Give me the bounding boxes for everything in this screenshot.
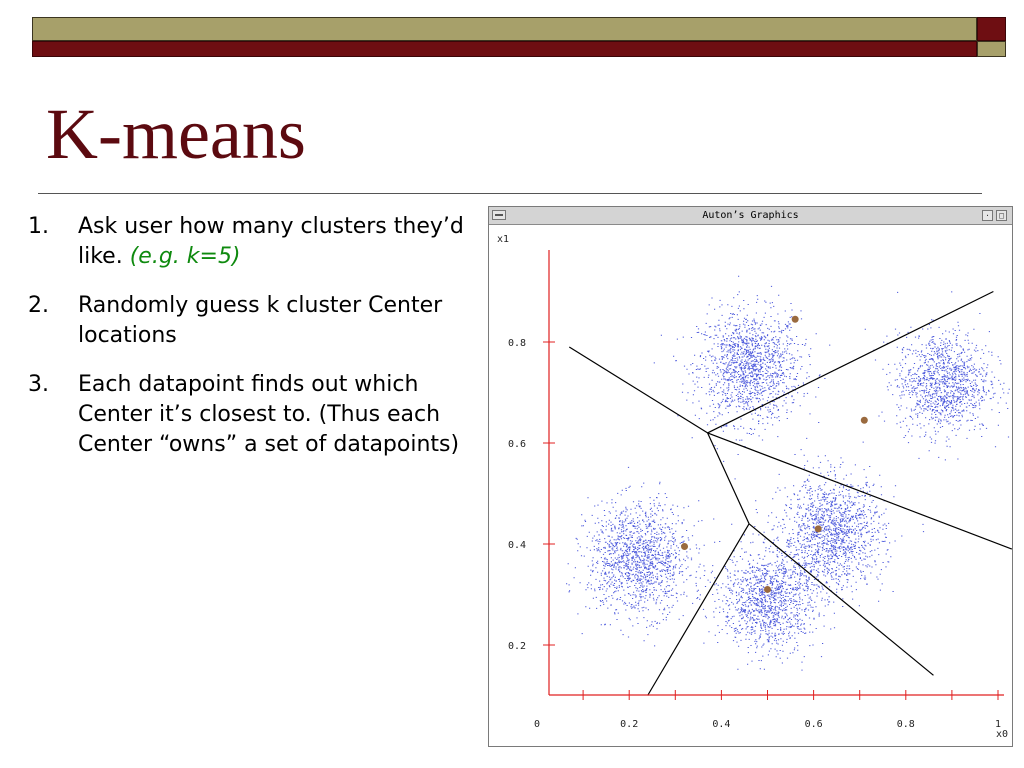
center-point: [861, 417, 868, 424]
step-number: 1.: [28, 214, 49, 239]
center-point: [681, 543, 688, 550]
data-points: [566, 276, 1010, 670]
center-point: [764, 586, 771, 593]
y-tick-label: 0.4: [507, 540, 527, 551]
x-tick-label: 0.4: [712, 719, 731, 730]
step-list: [28, 212, 468, 479]
step-text: Randomly guess k cluster Center locations: [78, 293, 443, 348]
x-axis-label: x0: [996, 729, 1009, 740]
x-tick-label: 1: [994, 719, 1002, 730]
x-tick-label: 0.8: [896, 719, 915, 730]
top-decoration-bar: [32, 17, 1006, 57]
y-tick-label: 0.6: [507, 439, 527, 450]
boundary-line: [569, 347, 707, 433]
title-divider: [38, 193, 982, 194]
step-text: Ask user how many clusters they’d like.: [78, 214, 464, 269]
step-item-2: [28, 291, 468, 351]
step-item-3: [28, 370, 468, 460]
top-corner-square-olive: [977, 41, 1006, 57]
step-example: (e.g. k=5): [129, 244, 241, 269]
y-axis-label: x1: [497, 234, 510, 245]
window-titlebar[interactable]: [489, 207, 1012, 225]
step-text: Each datapoint finds out which Center it’s closest to. (Thus each Center “owns” a set of datapoints): [78, 372, 460, 457]
window-title: Auton’s Graphics: [702, 210, 799, 221]
maximize-icon[interactable]: □: [996, 210, 1007, 221]
x-tick-label: 0: [533, 719, 541, 730]
y-tick-label: 0.8: [507, 338, 527, 349]
step-number: 3.: [28, 372, 49, 397]
point-cloud: [566, 276, 1010, 670]
scatter-plot: [489, 225, 1012, 746]
slide-title: K-means: [46, 94, 306, 174]
auton-graphics-window: [488, 206, 1013, 747]
boundary-line: [708, 433, 1012, 549]
minimize-icon[interactable]: ·: [982, 210, 993, 221]
cluster-centers: [681, 316, 868, 593]
x-tick-label: 0.6: [804, 719, 823, 730]
center-point: [792, 316, 799, 323]
step-item-1: [28, 212, 468, 272]
top-bar-maroon-stripe: [32, 41, 977, 57]
x-tick-label: 0.2: [620, 719, 639, 730]
boundary-line: [648, 524, 749, 696]
axis-labels: [497, 234, 1008, 740]
top-corner-square-maroon: [977, 17, 1006, 41]
y-tick-label: 0.2: [507, 641, 527, 652]
axes: [543, 250, 1004, 700]
center-point: [815, 525, 822, 532]
step-number: 2.: [28, 293, 49, 318]
top-bar-olive-stripe: [32, 17, 977, 41]
